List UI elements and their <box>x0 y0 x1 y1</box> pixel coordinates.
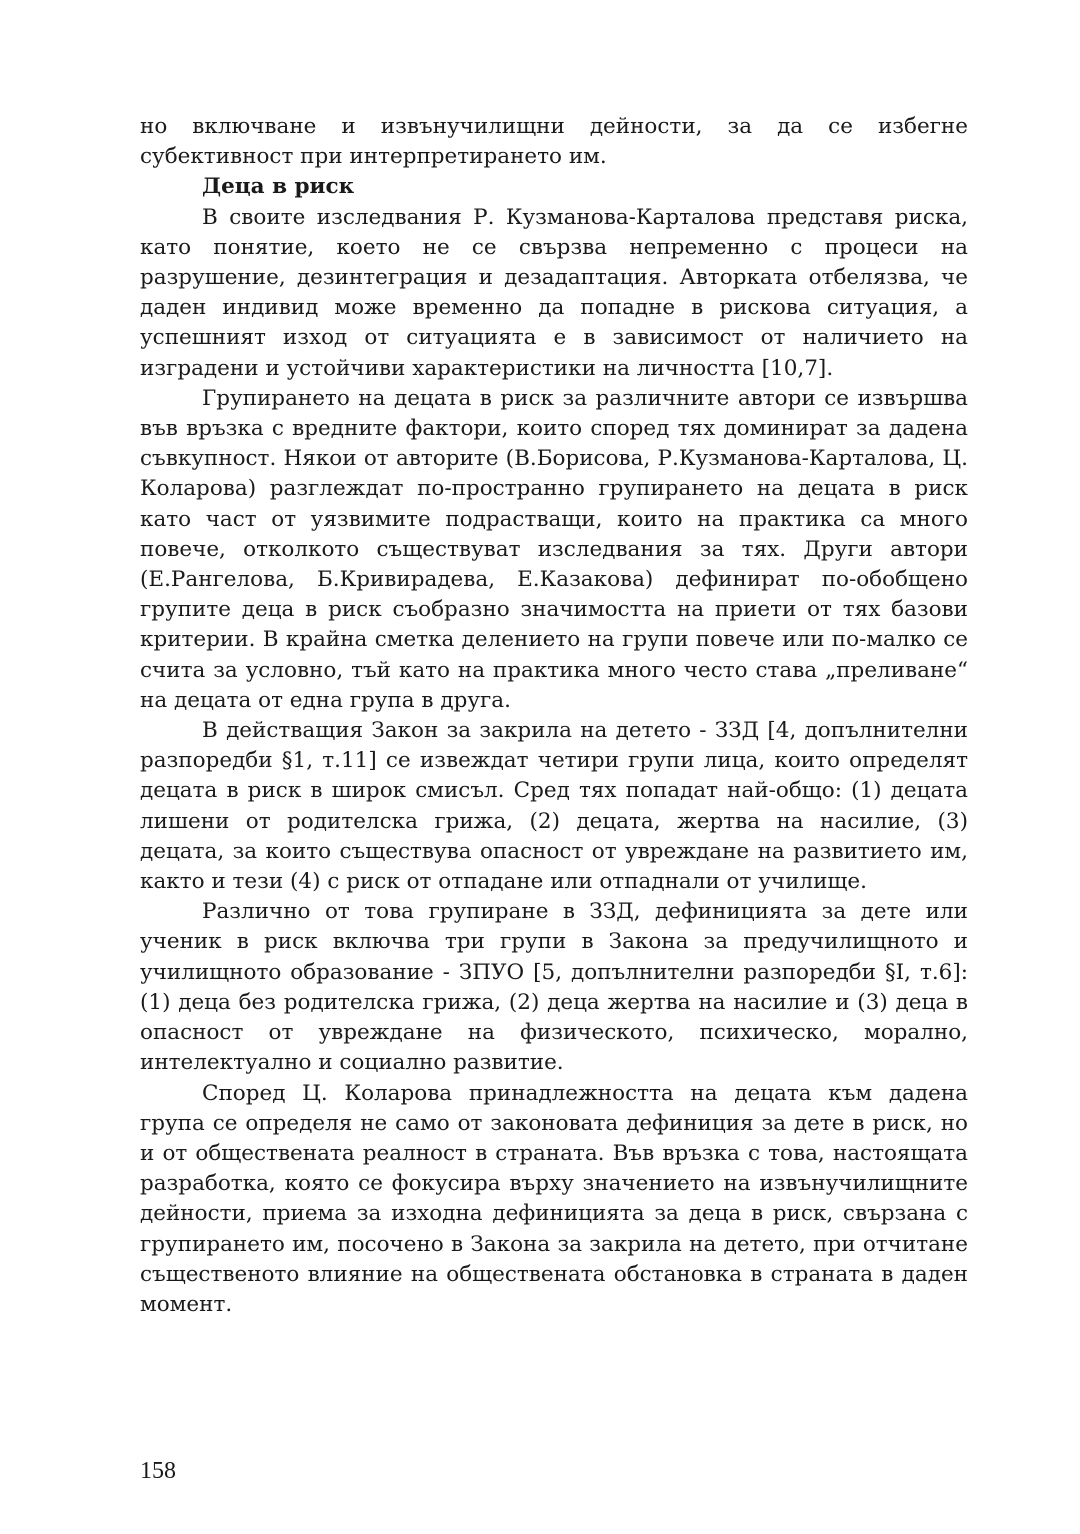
page-number: 158 <box>140 1458 176 1484</box>
paragraph: Според Ц. Коларова принадлежността на децата към дадена група се определя не само от законовата дефиниция за дете в риск, но и от обществената реалност в страната. Във връзка с това, настоящата разработка, която се фокусира върху значението на извънучилищните дейности, приема за изходна дефиницията за деца в риск, свързана с групирането им, посочено в Закона за закрила на детето, при отчитане същественото влияние на обществената обстановка в страната в даден момент. <box>140 1080 968 1317</box>
paragraph: Различно от това групиране в ЗЗД, дефиницията за дете или ученик в риск включва три групи в Закона за предучилищното и училищното образование - ЗПУО [5, допълнителни разпоредби §I, т.6]: (1) деца без родителска грижа, (2) деца жертва на насилие и (3) деца в опасност от увреждане на физическото, психическо, морално, интелектуално и социално развитие. <box>140 899 968 1076</box>
paragraph: Групирането на децата в риск за различните автори се извършва във връзка с вредните фактори, които според тях доминират за дадена съвкупност. Някои от авторите (В.Борисова, Р.Кузманова-Карталова, Ц. Коларова) разглеждат по-пространно групирането на децата в риск като част от уязвимите подрастващи, които на практика са много повече, отколкото съществуват изследвания за тях. Други автори (Е.Рангелова, Б.Кривирадева, Е.Казакова) дефинират по-обобщено групите деца в риск съобразно значимостта на приети от тях базови критерии. В крайна сметка делението на групи повече или по-малко се счита за условно, тъй като на практика много често става „преливане“ на децата от една група в друга. <box>140 385 968 713</box>
paragraph: В действащия Закон за закрила на детето - ЗЗД [4, допълнителни разпоредби §1, т.11] се извеждат четири групи лица, които определят децата в риск в широк смисъл. Сред тях попадат най-общо: (1) децата лишени от родителска грижа, (2) децата, жертва на насилие, (3) децата, за които съществува опасност от увреждане на развитието им, както и тези (4) с риск от отпадане или отпаднали от училище. <box>140 718 968 895</box>
section-heading: Деца в риск <box>202 174 355 200</box>
paragraph: В своите изследвания Р. Кузманова-Карталова представя риска, като понятие, което не се свързва непременно с процеси на разрушение, дезинтеграция и дезадаптация. Авторката отбелязва, че даден индивид може временно да попадне в рискова ситуация, а успешният изход от ситуацията е в зависимост от наличието на изградени и устойчиви характеристики на личността [10,7]. <box>140 204 968 381</box>
page-body <box>140 112 968 1320</box>
paragraph-continuation: но включване и извънучилищни дейности, за да се избегне субективност при интерпретирането им. <box>140 114 968 170</box>
